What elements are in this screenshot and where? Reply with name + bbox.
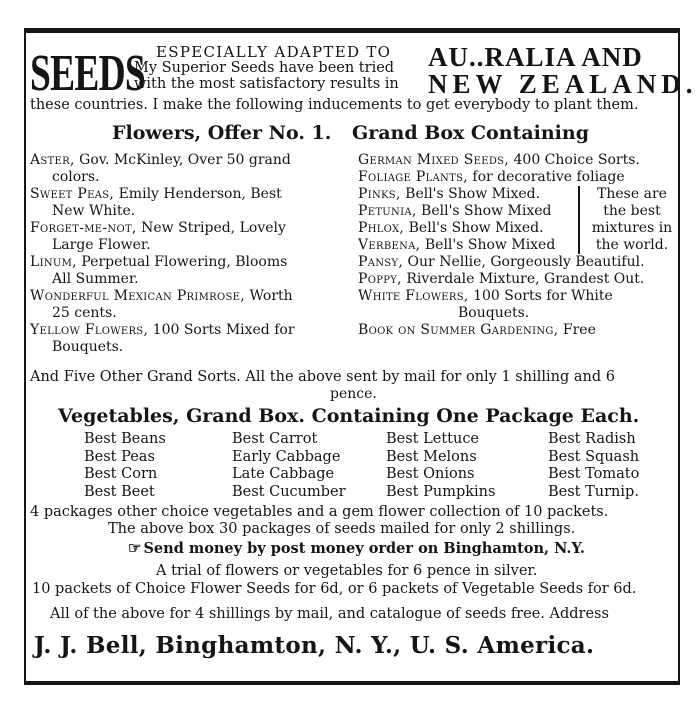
flowers-left-column <box>30 152 348 356</box>
vegetable-column <box>232 431 346 501</box>
border-bottom-rule <box>24 681 680 685</box>
flower-item-continued: New White. <box>52 203 136 219</box>
border-top-rule <box>24 28 680 33</box>
address-line: J. J. Bell, Binghamton, N. Y., U. S. America. <box>34 632 595 659</box>
list-item: Best Peas <box>84 448 155 465</box>
list-item: Best Beet <box>84 483 155 500</box>
flower-item: Phlox, Bell's Show Mixed. <box>358 220 544 236</box>
subheading-line-1: ESPECIALLY ADAPTED TO <box>156 43 392 61</box>
list-item: Best Squash <box>548 448 640 465</box>
flower-item: Aster, Gov. McKinley, Over 50 grand <box>30 152 291 168</box>
list-item: Best Turnip. <box>548 483 639 500</box>
flower-item-continued: colors. <box>52 169 100 185</box>
flower-item-continued: Bouquets. <box>52 339 124 355</box>
flower-item: Pinks, Bell's Show Mixed. <box>358 186 541 202</box>
list-item: Best Radish <box>548 431 636 447</box>
packets-offer-line: 10 packets of Choice Flower Seeds for 6d, or 6 packets of Vegetable Seeds for 6d. <box>32 581 637 597</box>
flower-item: Linum, Perpetual Flowering, Blooms <box>30 254 288 270</box>
list-item: Best Lettuce <box>386 431 480 447</box>
country-headline-2: NEW ZEALAND. <box>428 69 698 99</box>
subheading-line-2: My Superior Seeds have been tried <box>134 60 395 76</box>
flower-item: Pansy, Our Nellie, Gorgeously Beautiful. <box>358 254 645 270</box>
pence-line: pence. <box>330 386 377 402</box>
list-item: Late Cabbage <box>232 466 335 482</box>
flower-item: Foliage Plants, for decorative foliage <box>358 169 625 185</box>
list-item: Early Cabbage <box>232 448 341 465</box>
border-right-rule <box>678 28 680 685</box>
list-item: Best Tomato <box>548 466 640 482</box>
flower-item: Poppy, Riverdale Mixture, Grandest Out. <box>358 271 645 287</box>
list-item: Best Beans <box>84 431 166 447</box>
flower-item-continued: Bouquets. <box>458 305 530 321</box>
bracket-note: These are the best mixtures in the world. <box>591 186 673 253</box>
flower-item: Wonderful Mexican Primrose, Worth <box>30 288 293 304</box>
vegetables-heading: Vegetables, Grand Box. Containing One Package Each. <box>58 405 640 427</box>
list-item: Best Onions <box>386 466 475 482</box>
list-item: Best Cucumber <box>232 483 346 500</box>
flower-item: Sweet Peas, Emily Henderson, Best <box>30 186 282 202</box>
trial-offer-line: A trial of flowers or vegetables for 6 pence in silver. <box>156 563 538 579</box>
flower-item: White Flowers, 100 Sorts for White <box>358 288 613 304</box>
flowers-offer-heading: Flowers, Offer No. 1. <box>112 122 332 144</box>
send-money-line: ☞ Send money by post money order on Binghamton, N.Y. <box>128 539 585 557</box>
flower-item: German Mixed Seeds, 400 Choice Sorts. <box>358 152 640 168</box>
list-item: Best Corn <box>84 466 158 482</box>
packages-line-1: 4 packages other choice vegetables and a gem flower collection of 10 packets. <box>30 504 609 520</box>
flower-item: Book on Summer Gardening, Free <box>358 322 596 338</box>
subheading-line-3: with the most satisfactory results in <box>134 76 399 92</box>
bracket-rule <box>578 186 580 254</box>
border-left-rule <box>24 28 26 685</box>
flower-item-continued: All Summer. <box>52 271 139 287</box>
list-item: Best Melons <box>386 448 477 465</box>
flower-item: Forget-me-not, New Striped, Lovely <box>30 220 286 236</box>
country-headline-1: AU..RALIA AND <box>428 42 643 72</box>
vegetable-column <box>386 431 495 501</box>
grand-box-heading: Grand Box Containing <box>352 122 589 144</box>
list-item: Best Pumpkins <box>386 483 496 500</box>
seeds-headline: SEEDS <box>30 45 146 102</box>
flower-item-continued: Large Flower. <box>52 237 151 253</box>
vegetable-column <box>84 431 166 501</box>
flower-item: Yellow Flowers, 100 Sorts Mixed for <box>30 322 295 338</box>
list-item: Best Carrot <box>232 431 318 447</box>
flower-item: Petunia, Bell's Show Mixed <box>358 203 552 219</box>
all-above-line: All of the above for 4 shillings by mail, and catalogue of seeds free. Address <box>50 606 609 622</box>
five-other-sorts-line: And Five Other Grand Sorts. All the above sent by mail for only 1 shilling and 6 <box>30 369 615 385</box>
pointing-hand-icon: ☞ <box>128 539 142 557</box>
flower-item: Verbena, Bell's Show Mixed <box>358 237 556 253</box>
intro-text: these countries. I make the following inducements to get everybody to plant them. <box>30 97 639 113</box>
packages-line-2: The above box 30 packages of seeds mailed for only 2 shillings. <box>108 521 576 537</box>
flower-item-continued: 25 cents. <box>52 305 117 321</box>
vegetable-column <box>548 431 639 501</box>
